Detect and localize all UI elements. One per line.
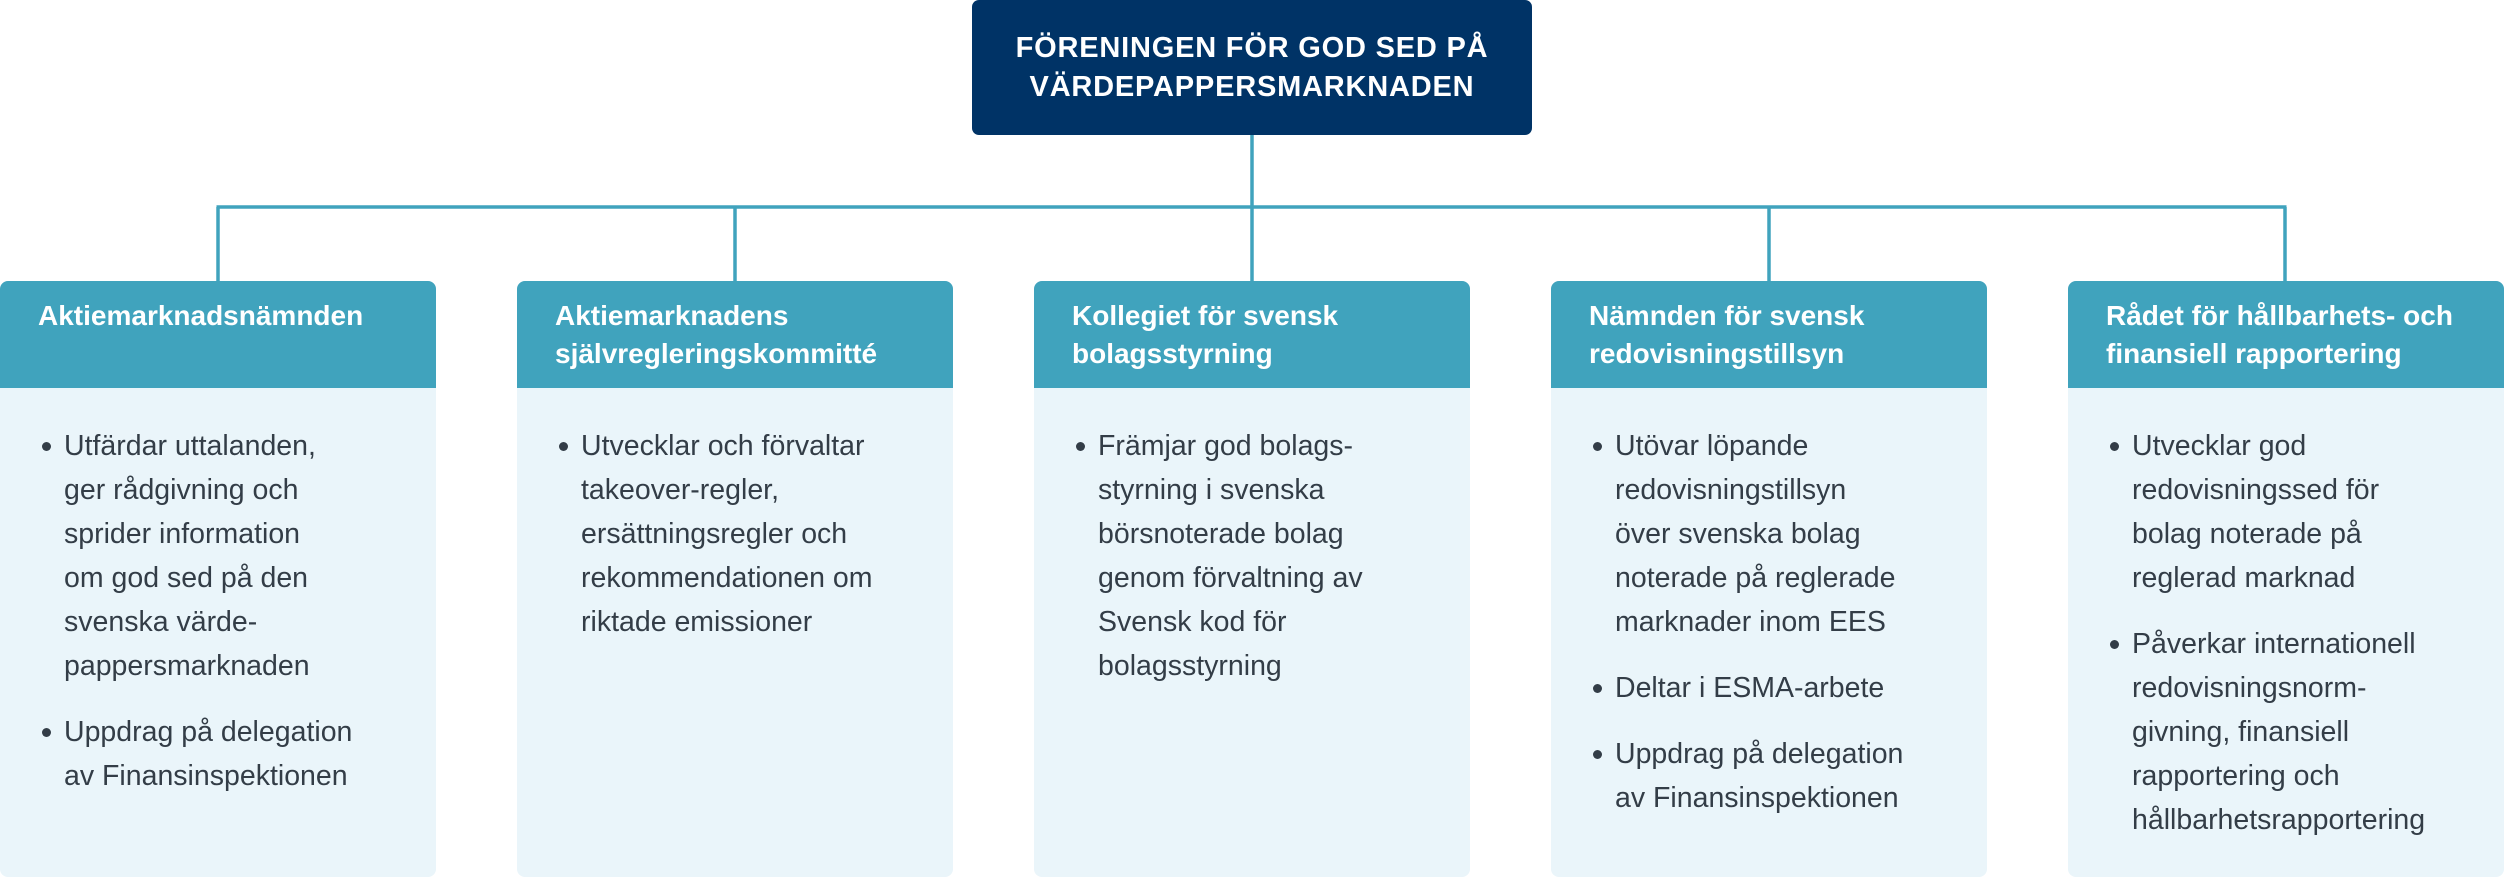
committee-card-body [1034, 388, 1470, 688]
committee-bullet: Uppdrag på delegation av Finansinspektionen [38, 710, 416, 798]
committee-title: Aktiemarknadens självregleringskommitté [555, 300, 878, 369]
committee-title: Kollegiet för svensk bolagsstyrning [1072, 300, 1339, 369]
committee-bullet-list [38, 424, 416, 798]
committee-card-5 [2068, 281, 2504, 877]
committee-card-2 [517, 281, 953, 877]
committee-card-1 [0, 281, 436, 877]
committee-card-body [517, 388, 953, 644]
committee-bullet: Utfärdar uttalanden, ger rådgivning och sprider information om god sed på den svenska värde- pappersmarknaden [38, 424, 416, 688]
committee-bullet: Främjar god bolags- styrning i svenska börsnoterade bolag genom förvaltning av Svensk kod för bolagsstyrning [1072, 424, 1450, 688]
committee-bullet: Utvecklar god redovisningssed för bolag noterade på reglerad marknad [2106, 424, 2496, 600]
committee-bullet-list [1072, 424, 1450, 688]
committee-card-body [0, 388, 436, 798]
committee-card-4 [1551, 281, 1987, 877]
committee-bullet: Påverkar internationell redovisningsnorm- givning, finansiell rapportering och hållbarhetsrapportering [2106, 622, 2496, 842]
committee-bullet: Utvecklar och förvaltar takeover-regler, ersättningsregler och rekommendationen om riktade emissioner [555, 424, 933, 644]
committee-title: Nämnden för svensk redovisningstillsyn [1589, 300, 1865, 369]
committee-title: Aktiemarknadsnämnden [38, 300, 364, 331]
committee-card-3 [1034, 281, 1470, 877]
committee-bullet: Utövar löpande redovisningstillsyn över svenska bolag noterade på reglerade marknader inom EES [1589, 424, 1967, 644]
committee-card-header [0, 281, 436, 388]
committee-bullet: Deltar i ESMA-arbete [1589, 666, 1967, 710]
committee-title: Rådet för hållbarhets- och finansiell rapportering [2106, 300, 2453, 369]
committee-bullet-list [555, 424, 933, 644]
committee-card-header [517, 281, 953, 388]
organization-title: FÖRENINGEN FÖR GOD SED PÅ VÄRDEPAPPERSMARKNADEN [1015, 31, 1489, 103]
committee-card-header [1034, 281, 1470, 388]
committee-card-body [1551, 388, 1987, 820]
committee-card-header [1551, 281, 1987, 388]
committee-card-body [2068, 388, 2504, 842]
committee-bullet: Uppdrag på delegation av Finansinspektionen [1589, 732, 1967, 820]
committee-bullet-list [1589, 424, 1967, 820]
connector-lines [217, 135, 2287, 281]
committee-card-header [2068, 281, 2504, 388]
committee-bullet-list [2106, 424, 2496, 842]
